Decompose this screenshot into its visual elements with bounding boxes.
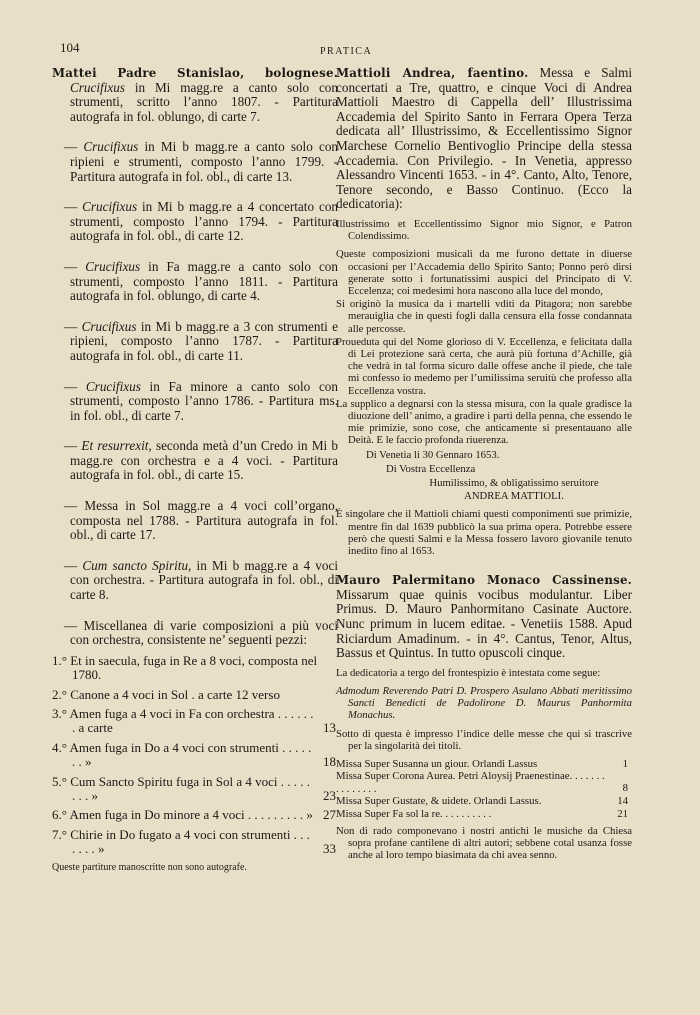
mass-title: Missa Super Susanna un giour. Orlandi Lassus: [336, 758, 538, 770]
entry-text: Messa e Salmi concertati a Tre, quattro, e cinque Voci di Andrea Mattioli Maestro di Cappella dell’ Illustrissima Accademia del Spirito Santo in Ferrara Opera Terza dedicata all’ Illustrissimo, & Eccellentissimo Signor Marchese Cornelio Bentivoglio Principe della stessa Accademia. Con Privilegio. - In Venetia, appresso Alessandro Vincenti 1653. - in 4°. Canto, Alto, Tenore, Tenore secondo, e Basso Continuo. (Ecco la dedicatoria):: [336, 65, 633, 212]
dedication-date: Di Venetia li 30 Gennaro 1653.: [366, 448, 500, 461]
dedication-address: Illustrissimo et Eccellentissimo Signor mio Signor, e Patron Colendissimo.: [336, 217, 632, 243]
dedication-paragraph: La supplico a degnarsi con la stessa misura, con la quale gradisce la diuozione dell’ animo, a gradire i parti della penna, che essendo le mie primizie, sono cose, che anticamente si presentauano alle Deità. E le faccio profonda riuerenza.: [336, 397, 632, 447]
piece-page: 27: [323, 807, 336, 823]
piece-text: Canone a 4 voci in Sol . a carte 12 verso: [70, 686, 280, 702]
piece-number: 7.°: [52, 826, 67, 842]
entry-title: Crucifixus: [82, 199, 138, 215]
piece-page: 13: [323, 720, 336, 736]
entry-text: in Mi magg.re a canto solo con strumenti, scritto l’anno 1807. - Partitura autografa in fol. oblungo, di carte 7.: [70, 79, 338, 124]
mass-title: Missa Super Fa sol la re. . . . . . . . . .: [336, 807, 492, 820]
list-item: [52, 828, 338, 857]
entry-text: in Mi b magg.re a 4 voci con orchestra. - Partitura autografa in fol. obl., di carte 8.: [70, 557, 338, 603]
list-item: [336, 808, 632, 820]
entry-title: Et resurrexit,: [81, 438, 152, 454]
piece-text: Amen fuga a 4 voci in Fa con orchestra . . . . . . . a carte: [69, 706, 314, 736]
dedication-signature: ANDREA MATTIOLI.: [464, 490, 564, 503]
entry-title: Crucifixus: [85, 378, 141, 394]
mass-page: 21: [617, 807, 628, 820]
list-item: [52, 688, 338, 702]
entry-text: in Mi b magg.re a 3 con strumenti e ripieni, composto l’anno 1787. - Partitura autografa in fol. obl., di carte 11.: [70, 318, 339, 363]
dash: —: [64, 438, 78, 454]
dash: —: [64, 557, 78, 573]
entry-heading: Mattioli Andrea, faentino.: [336, 66, 529, 80]
piece-number: 6.°: [52, 807, 67, 823]
mauro-dedication-text: Admodum Reverendo Patri D. Prospero Asulano Abbati meritissimo Sancti Benedicti de Padolirone D. Maurus Panhormita Monachus.: [336, 684, 632, 722]
entry-title: Crucifixus: [81, 318, 137, 334]
entry-mauro: [336, 573, 632, 661]
entry-text: Missarum quae quinis vocibus modulantur. Liber Primus. D. Mauro Panhormitano Casinate Auctore. Nunc primum in lucem editae. - Venetiis 1588. Apud Riciardum Amadinum. - in 4°. Cantus, Tenor, Altus, Bassus et Quintus. In tutto opuscoli cinque.: [336, 586, 632, 661]
entry-mattei-7: [52, 439, 338, 483]
piece-text: Cum Sancto Spiritu fuga in Sol a 4 voci . . . . . . . . »: [70, 773, 310, 804]
entry-mattei-9: [52, 559, 338, 603]
dash: —: [64, 378, 78, 394]
dash: —: [64, 199, 78, 215]
left-column: [52, 66, 338, 874]
piece-number: 5.°: [52, 773, 67, 789]
mass-title: Missa Super Corona Aurea. Petri Aloysij Praenestinae. . . . . . . . . . . . . . .: [336, 770, 605, 795]
entry-text: Miscellanea di varie composizioni a più voci con orchestra, consistente ne’ seguenti pezzi:: [70, 617, 339, 648]
entry-mattei-10: [52, 619, 338, 648]
list-item: [336, 758, 632, 770]
dedication-paragraph: Queste composizioni musicali da me furono dettate in diuerse occasioni per l’Accademia dello Spirito Santo; Ponno però dirsi generate sotto i fortunatissimi auspici del Principato di V. Eccelenza; coi medesimi hora nascono alla luce del mondo,: [336, 248, 632, 297]
entry-text: in Mi b magg.re a canto solo con ripieni e strumenti, composto l’anno 1799. - Partitura autografa in fol. obl., di carte 13.: [70, 139, 339, 184]
piece-page: 18: [323, 754, 336, 770]
piece-page: 33: [323, 841, 336, 857]
piece-number: 1.°: [52, 652, 67, 668]
mass-page: 14: [617, 795, 628, 808]
footnote: Queste partiture manoscritte non sono autografe.: [52, 861, 247, 873]
entry-mattei-6: [52, 380, 338, 424]
entry-text: in Fa minore a canto solo con strumenti, composto l’anno 1786. - Partitura ms. in fol. obl., di carte 7.: [70, 378, 338, 423]
piece-text: Amen fuga in Do minore a 4 voci . . . . . . . . . »: [69, 807, 313, 823]
entry-mattei-5: [52, 320, 338, 364]
list-item: [336, 795, 632, 807]
entry-title: Cum sancto Spiritu,: [82, 557, 192, 573]
pieces-list: [52, 654, 338, 857]
dash: —: [64, 318, 78, 334]
entry-title: Crucifixus: [83, 139, 139, 155]
mass-page: 8: [622, 782, 628, 795]
list-item: [52, 741, 338, 770]
list-item: [52, 654, 338, 683]
dash: —: [64, 258, 78, 274]
entry-mattei-4: [52, 260, 338, 304]
mass-title: Missa Super Gustate, & uidete. Orlandi Lassus.: [336, 795, 542, 808]
dash: —: [64, 139, 78, 155]
entry-heading: Mauro Palermitano Monaco Cassinense.: [336, 573, 632, 588]
entry-mattei-1: [52, 66, 338, 124]
list-item: [52, 707, 338, 736]
dash: —: [64, 498, 78, 514]
running-head: PRATICA: [320, 46, 373, 57]
mattioli-comment: È singolare che il Mattioli chiami questi componimenti sue primizie, mentre fin dal 1639 pubblicò la sua prima opera. Potrebbe essere però che questi Salmi e la Messa fossero lavoro giovanile tenuto inedito fino al 1653.: [336, 508, 632, 558]
list-item: [336, 770, 632, 795]
piece-page: 23: [323, 788, 336, 804]
dedication-paragraph: Si originò la musica da i martelli vditi da Pitagora; non sarebbe merauiglia che in questi fogli dalla censura ella fosse condannata alle percosse.: [336, 298, 632, 335]
mass-index: [336, 758, 632, 820]
piece-text: Amen fuga in Do a 4 voci con strumenti . . . . . . . »: [69, 739, 312, 770]
entry-title: Crucifixus: [85, 258, 141, 274]
entry-text: seconda metà d’un Credo in Mi b magg.re con orchestra e a 4 voci. - Partitura autografa in fol. obl., di carte 15.: [70, 438, 339, 483]
piece-number: 4.°: [52, 739, 67, 755]
page-number: 104: [60, 40, 80, 55]
dash: —: [64, 617, 78, 633]
dedication-servant: Humilissimo, & obligatissimo seruitore: [429, 477, 599, 489]
mauro-index-intro: Sotto di questa è impresso l’indice delle messe che qui si trascrive per la singolarità dei titoli.: [336, 727, 632, 752]
entry-mattei-2: [52, 140, 338, 184]
dedication-closing: Di Vostra Eccellenza: [386, 462, 476, 475]
piece-text: Et in saecula, fuga in Re a 8 voci, composta nel 1780.: [70, 652, 318, 683]
mauro-dedication-intro: La dedicatoria a tergo del frontespizio è intestata come segue:: [336, 666, 601, 679]
dedication-paragraph: Proueduta qui del Nome glorioso di V. Eccellenza, e felicitata dalla di Lei protezione sarà certa, che aurà più fortuna d’Achille, già che vedrà in tal forma sicuro dalle offese anche il piede, che tale mi confesso io medemo per l’umilissima seruitù che professo alla Eccellenza vostra.: [336, 335, 632, 397]
piece-number: 2.°: [52, 686, 67, 702]
entry-text: Messa in Sol magg.re a 4 voci coll’organo, composta nel 1788. - Partitura autografa in fol. obl., di carte 17.: [70, 498, 339, 543]
piece-text: Chirie in Do fugato a 4 voci con strumenti . . . . . . . »: [70, 826, 310, 857]
list-item: [52, 775, 338, 804]
right-column: [336, 66, 632, 868]
entry-heading: Mattei Padre Stanislao, bolognese.: [52, 66, 338, 80]
entry-mattei-8: [52, 499, 338, 543]
entry-mattei-3: [52, 200, 338, 244]
entry-text: in Mi b magg.re a 4 concertato con strumenti, composto l’anno 1794. - Partitura autografa in fol. obl., di carte 12.: [70, 199, 339, 244]
entry-mattioli: [336, 66, 632, 212]
piece-number: 3.°: [52, 706, 67, 722]
entry-title: Crucifixus: [70, 79, 125, 95]
list-item: [52, 808, 338, 822]
mauro-closing: Non di rado componevano i nostri antichi le musiche da Chiesa sopra profane cantilene di altri autori; sebbene cotal usanza fosse anche al loro tempo biasimata da chi avea senno.: [336, 825, 632, 862]
mass-page: 1: [622, 758, 628, 770]
entry-text: in Fa magg.re a canto solo con strumenti, composto l’anno 1811. - Partitura autografa in fol. oblungo, di carte 4.: [70, 258, 338, 304]
